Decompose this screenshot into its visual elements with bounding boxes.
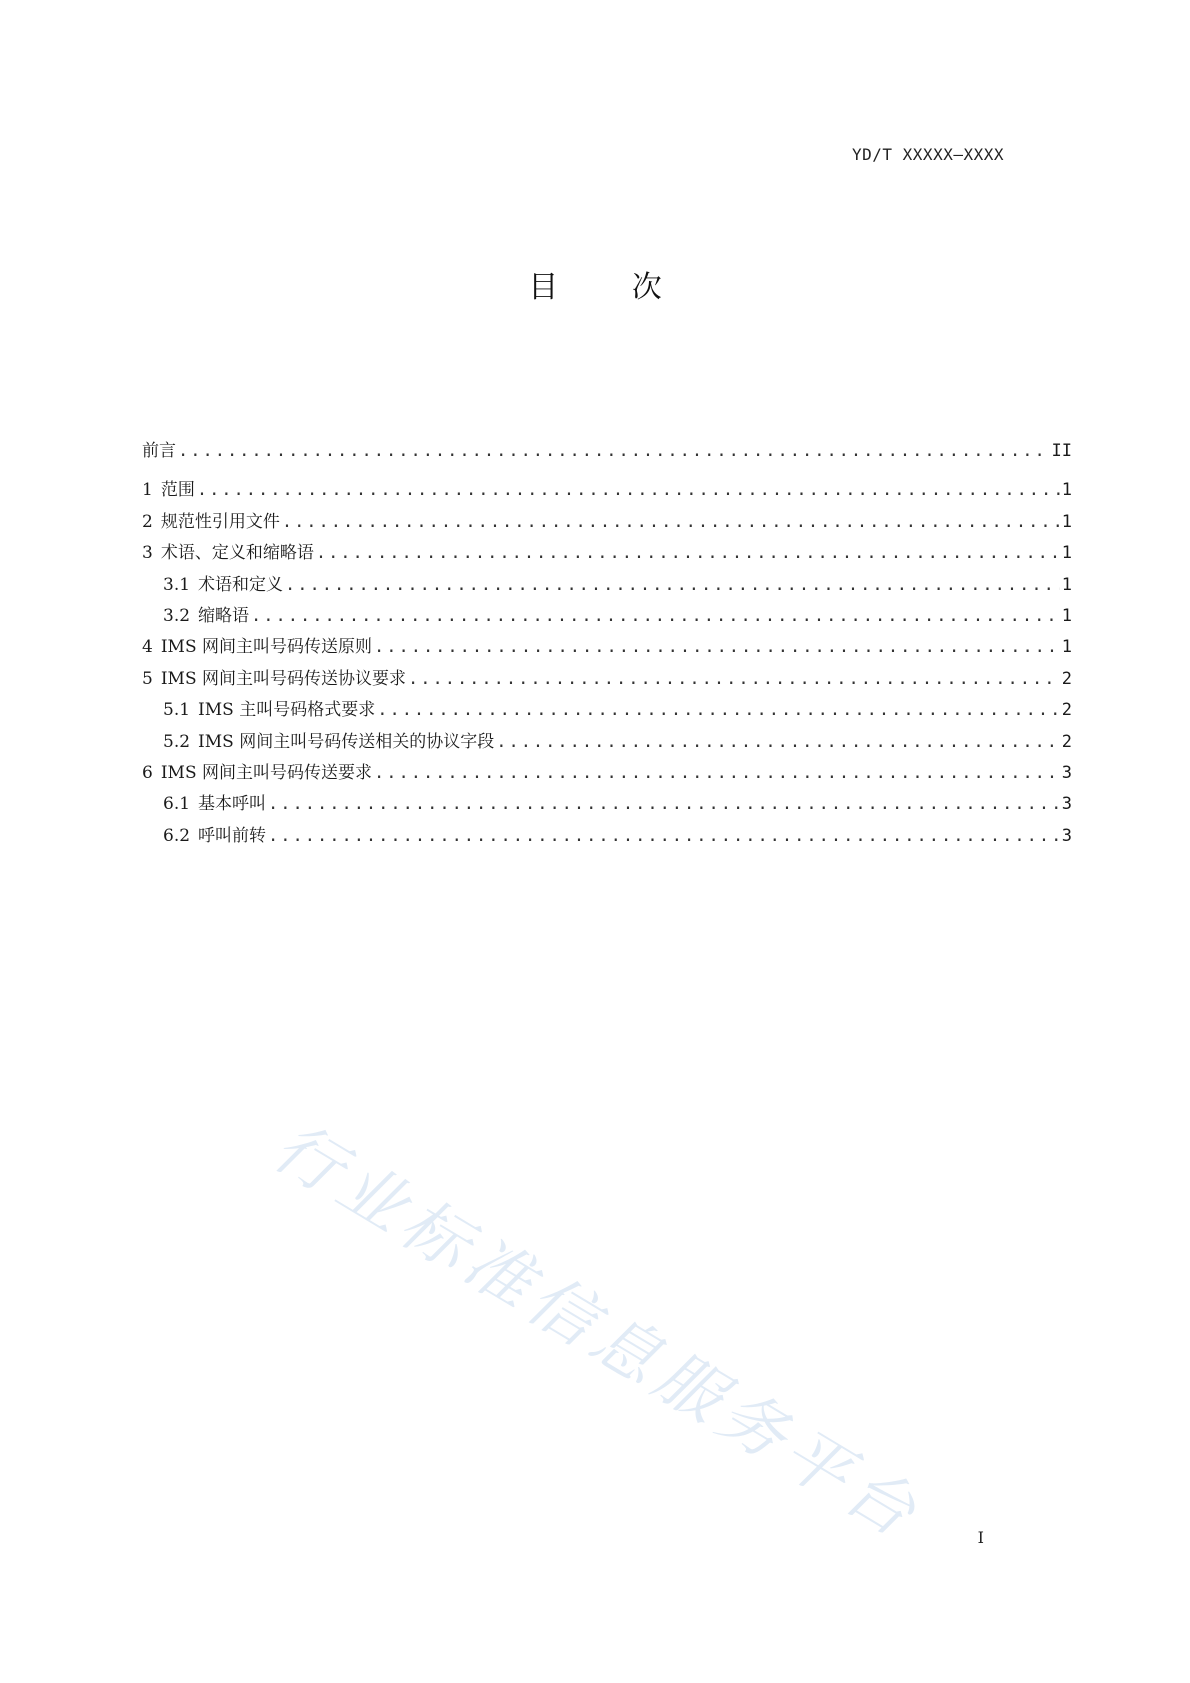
toc-entry-page: 1 [1061, 637, 1072, 658]
toc-dot-leader [268, 794, 1060, 814]
toc-entry-page: 3 [1061, 794, 1072, 815]
toc-entry-label: 2 规范性引用文件 [142, 511, 280, 532]
toc-dot-leader [316, 543, 1060, 563]
toc-dot-leader [268, 826, 1060, 846]
toc-entry-label: 3 术语、定义和缩略语 [142, 543, 314, 564]
toc-subentry[interactable] [142, 695, 1072, 726]
toc-dot-leader [374, 637, 1060, 657]
toc-title: 目 次 [528, 270, 694, 305]
toc-dot-leader [251, 606, 1060, 626]
toc-entry[interactable] [142, 632, 1072, 663]
toc-entry-page: 2 [1061, 731, 1072, 752]
toc-dot-leader [377, 700, 1060, 720]
toc-entry-page: II [1051, 441, 1072, 461]
toc-entry-page: 1 [1061, 574, 1072, 595]
toc-entry[interactable] [142, 507, 1072, 538]
toc-entry[interactable] [142, 538, 1072, 569]
toc-subentry[interactable] [142, 821, 1072, 852]
toc-entry-label: 6 IMS 网间主叫号码传送要求 [142, 762, 372, 783]
toc-subentry[interactable] [142, 570, 1072, 601]
toc-entry-page: 1 [1061, 605, 1072, 626]
toc-entry-label: 5.1 IMS 主叫号码格式要求 [163, 700, 376, 721]
toc-entry-page: 3 [1061, 762, 1072, 783]
toc-entry[interactable] [142, 475, 1072, 506]
toc-entry-page: 1 [1061, 543, 1072, 564]
toc-entry-page: 2 [1061, 668, 1072, 689]
toc-dot-leader [496, 732, 1060, 752]
toc-dot-leader [374, 763, 1060, 783]
toc-entry-label: 5 IMS 网间主叫号码传送协议要求 [142, 668, 406, 689]
toc-dot-leader [282, 512, 1060, 532]
toc-entry[interactable] [142, 436, 1072, 467]
toc-entry-label: 4 IMS 网间主叫号码传送原则 [142, 637, 372, 658]
toc-dot-leader [408, 669, 1060, 689]
toc-entry-page: 2 [1061, 700, 1072, 721]
toc-subentry[interactable] [142, 601, 1072, 632]
toc-dot-leader [178, 441, 1050, 461]
toc-entry-label: 1 范围 [142, 480, 195, 501]
table-of-contents [142, 436, 1072, 852]
toc-entry-label: 3.2 缩略语 [163, 605, 250, 626]
toc-entry-page: 1 [1061, 511, 1072, 532]
toc-entry[interactable] [142, 664, 1072, 695]
toc-subentry[interactable] [142, 789, 1072, 820]
toc-entry-page: 3 [1061, 825, 1072, 846]
toc-entry-label: 5.2 IMS 网间主叫号码传送相关的协议字段 [163, 731, 495, 752]
toc-subentry[interactable] [142, 727, 1072, 758]
toc-entry-label: 6.2 呼叫前转 [163, 825, 267, 846]
toc-dot-leader [197, 480, 1060, 500]
toc-dot-leader [285, 575, 1060, 595]
toc-entry-page: 1 [1061, 480, 1072, 501]
document-code: YD/T XXXXX—XXXX [852, 145, 1004, 164]
toc-entry[interactable] [142, 758, 1072, 789]
page-number: I [977, 1528, 984, 1547]
watermark: 行业标准信息服务平台 [260, 1107, 935, 1555]
toc-entry-label: 3.1 术语和定义 [163, 574, 284, 595]
toc-entry-label: 6.1 基本呼叫 [163, 794, 267, 815]
toc-entry-label: 前言 [142, 441, 176, 461]
